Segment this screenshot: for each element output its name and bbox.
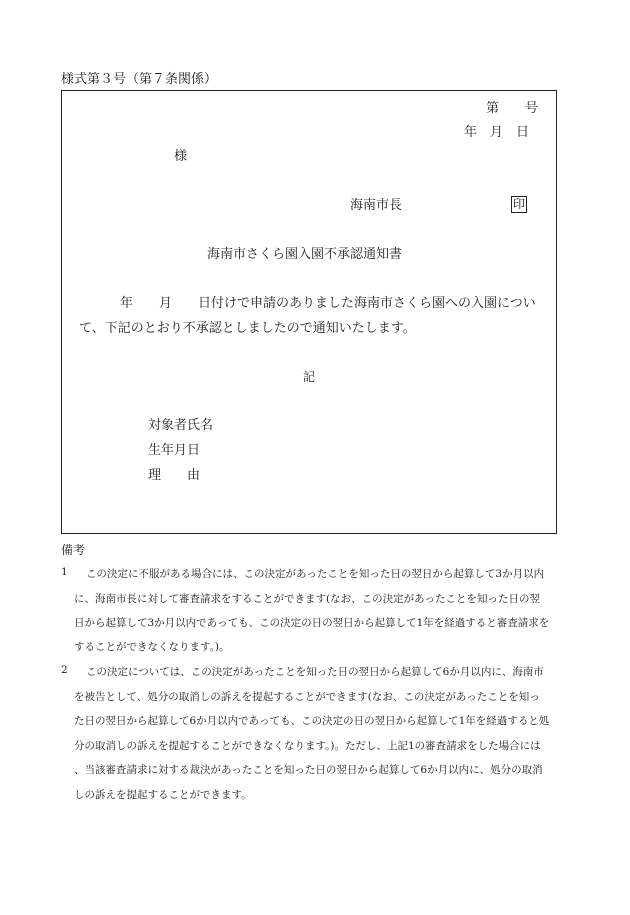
- note-1-number: 1: [61, 566, 68, 578]
- addressee-suffix: 様: [174, 149, 188, 164]
- note-1-line-2: に、海南市長に対して審査請求をすることができます(なお、この決定があったことを知った日の翌: [74, 593, 540, 605]
- note-2-line-3: た日の翌日から起算して6か月以内であっても、この決定の日の翌日から起算して1年を経過すると処: [74, 715, 550, 727]
- note-1-line-4: することができなくなります。)。: [74, 641, 230, 653]
- field-dob: 生年月日: [148, 443, 201, 458]
- seal-mark: [511, 193, 527, 213]
- note-2-line-4: 分の取消しの訴えを提起することができなくなります。)。ただし、上記1の審査請求をした場合には: [74, 740, 541, 752]
- notice-frame: [61, 90, 557, 534]
- sender-name: 海南市長: [350, 198, 403, 213]
- note-2-line-1: この決定については、この決定があったことを知った日の翌日から起算して6か月以内に、海南市: [86, 666, 544, 678]
- ki-heading: 記: [303, 370, 316, 384]
- body-line-2: て、下記のとおり不承認としましたので通知いたします。: [79, 321, 416, 336]
- form-label: 様式第３号（第７条関係）: [61, 72, 218, 87]
- note-1-line-1: この決定に不服がある場合には、この決定があったことを知った日の翌日から起算して3か月以内: [86, 568, 545, 580]
- note-2-line-2: を被告として、処分の取消しの訴えを提起することができます(なお、この決定があったことを知っ: [74, 691, 540, 703]
- note-1-line-3: 日から起算して3か月以内であっても、この決定の日の翌日から起算して1年を経過すると審査請求を: [74, 617, 550, 629]
- field-name: 対象者氏名: [148, 418, 214, 433]
- note-2-line-5: 、当該審査請求に対する裁決があったことを知った日の翌日から起算して6か月以内に、処分の取消: [74, 764, 543, 776]
- notes-heading: 備考: [61, 543, 86, 557]
- note-2-number: 2: [61, 664, 68, 676]
- seal-text: 印: [513, 197, 526, 211]
- note-2-line-6: しの訴えを提起することができます。: [74, 789, 252, 801]
- document-number: 第 号: [486, 101, 539, 116]
- document-date: 年 月 日: [464, 125, 530, 140]
- document-title: 海南市さくら園入園不承認通知書: [207, 247, 403, 262]
- body-line-1: 年 月 日付けで申請のありました海南市さくら園への入園につい: [120, 296, 536, 311]
- field-reason: 理 由: [148, 468, 201, 483]
